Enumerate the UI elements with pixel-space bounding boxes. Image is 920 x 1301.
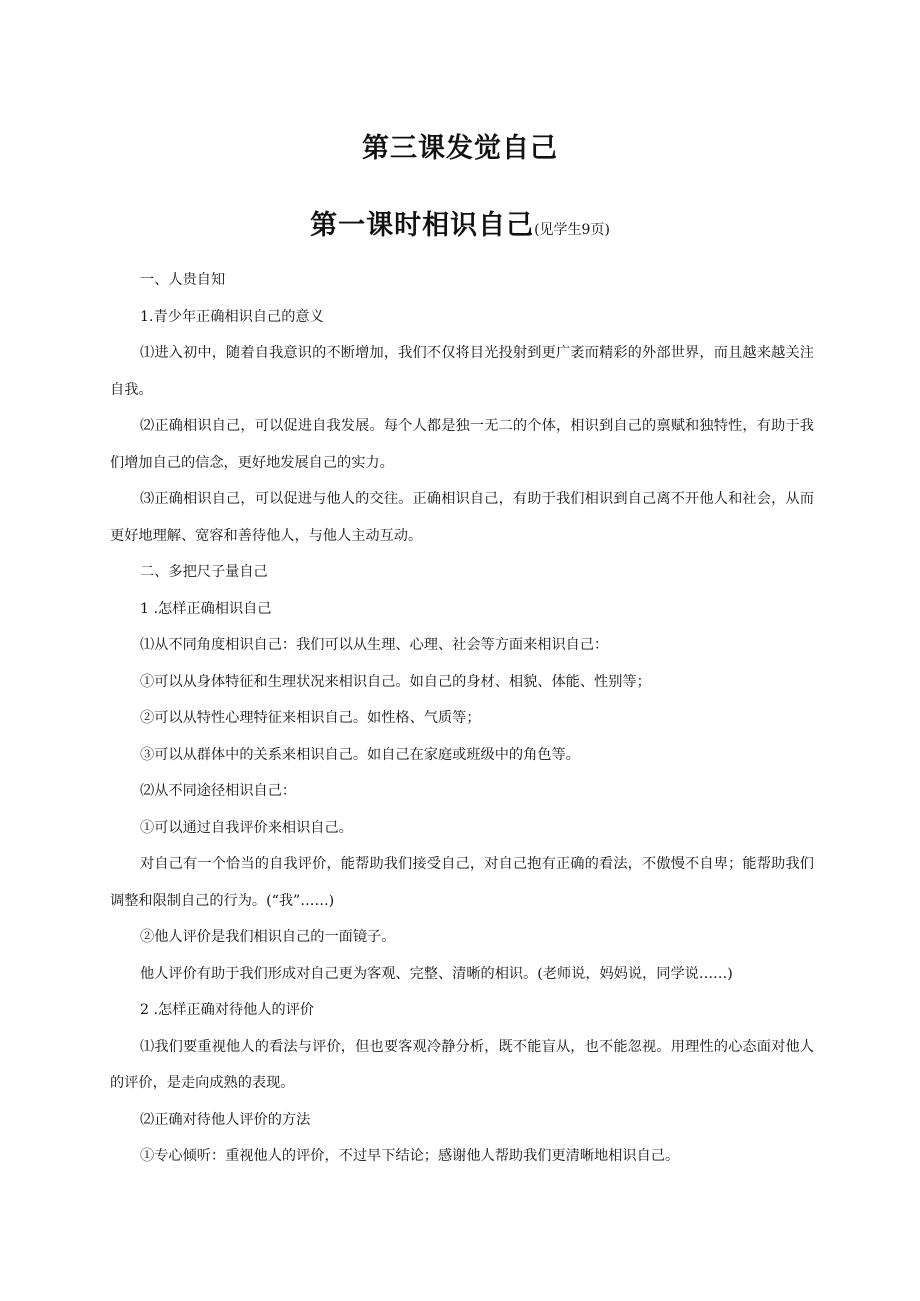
paragraph: 他人评价有助于我们形成对自己更为客观、完整、清晰的相识。(老师说，妈妈说，同学说……) [140,965,733,982]
paragraph: ⑴进入初中，随着自我意识的不断增加，我们不仅将目光投射到更广袤而精彩的外部世界，而且越来越关注自我。 [110,345,814,398]
subheading: 1.青少年正确相识自己的意义 [140,308,324,325]
paragraph: ③可以从群体中的关系来相识自己。如自己在家庭或班级中的角色等。 [140,746,580,763]
paragraph: ①可以从身体特征和生理状况来相识自己。如自己的身材、相貌、体能、性别等； [140,673,651,690]
paragraph: ⑴从不同角度相识自己：我们可以从生理、心理、社会等方面来相识自己： [140,637,609,653]
paragraph: ⑶正确相识自己，可以促进与他人的交往。正确相识自己，有助于我们相识到自己离不开他人和社会，从而更好地理解、宽容和善待他人，与他人主动互动。 [110,491,814,544]
paragraph: 对自己有一个恰当的自我评价，能帮助我们接受自己，对自己抱有正确的看法，不傲慢不自卑；能帮助我们调整和限制自己的行为。(“我”……) [110,856,814,909]
paragraph: ⑵正确对待他人评价的方法 [140,1111,311,1128]
section-heading-2: 二、多把尺子量自己 [140,564,268,580]
paragraph: ⑵从不同途径相识自己： [140,783,297,799]
paragraph: ⑴我们要重视他人的看法与评价，但也要客观冷静分析，既不能盲从，也不能忽视。用理性的心态面对他人的评价，是走向成熟的表现。 [110,1038,814,1091]
paragraph: ①专心倾听：重视他人的评价，不过早下结论；感谢他人帮助我们更清晰地相识自己。 [140,1148,680,1164]
paragraph: ⑵正确相识自己，可以促进自我发展。每个人都是独一无二的个体，相识到自己的禀赋和独特性，有助于我们增加自己的信念，更好地发展自己的实力。 [110,418,814,471]
paragraph: ②他人评价是我们相识自己的一面镜子。 [140,929,396,945]
paragraph: ②可以从特性心理特征来相识自己。如性格、气质等； [140,710,481,726]
paragraph: ①可以通过自我评价来相识自己。 [140,819,353,836]
subheading: 1 .怎样正确相识自己 [140,600,272,617]
lesson-subtitle [0,208,920,248]
section-heading-1: 一、人贵自知 [140,272,226,288]
lesson-title: 第三课发觉自己 [362,133,558,164]
subtitle-text: 第一课时相识自己 [310,210,535,241]
subtitle-page-note: (见学生9页) [534,222,610,238]
subheading: 2 .怎样正确对待他人的评价 [140,1002,315,1018]
document-body [110,262,814,1175]
